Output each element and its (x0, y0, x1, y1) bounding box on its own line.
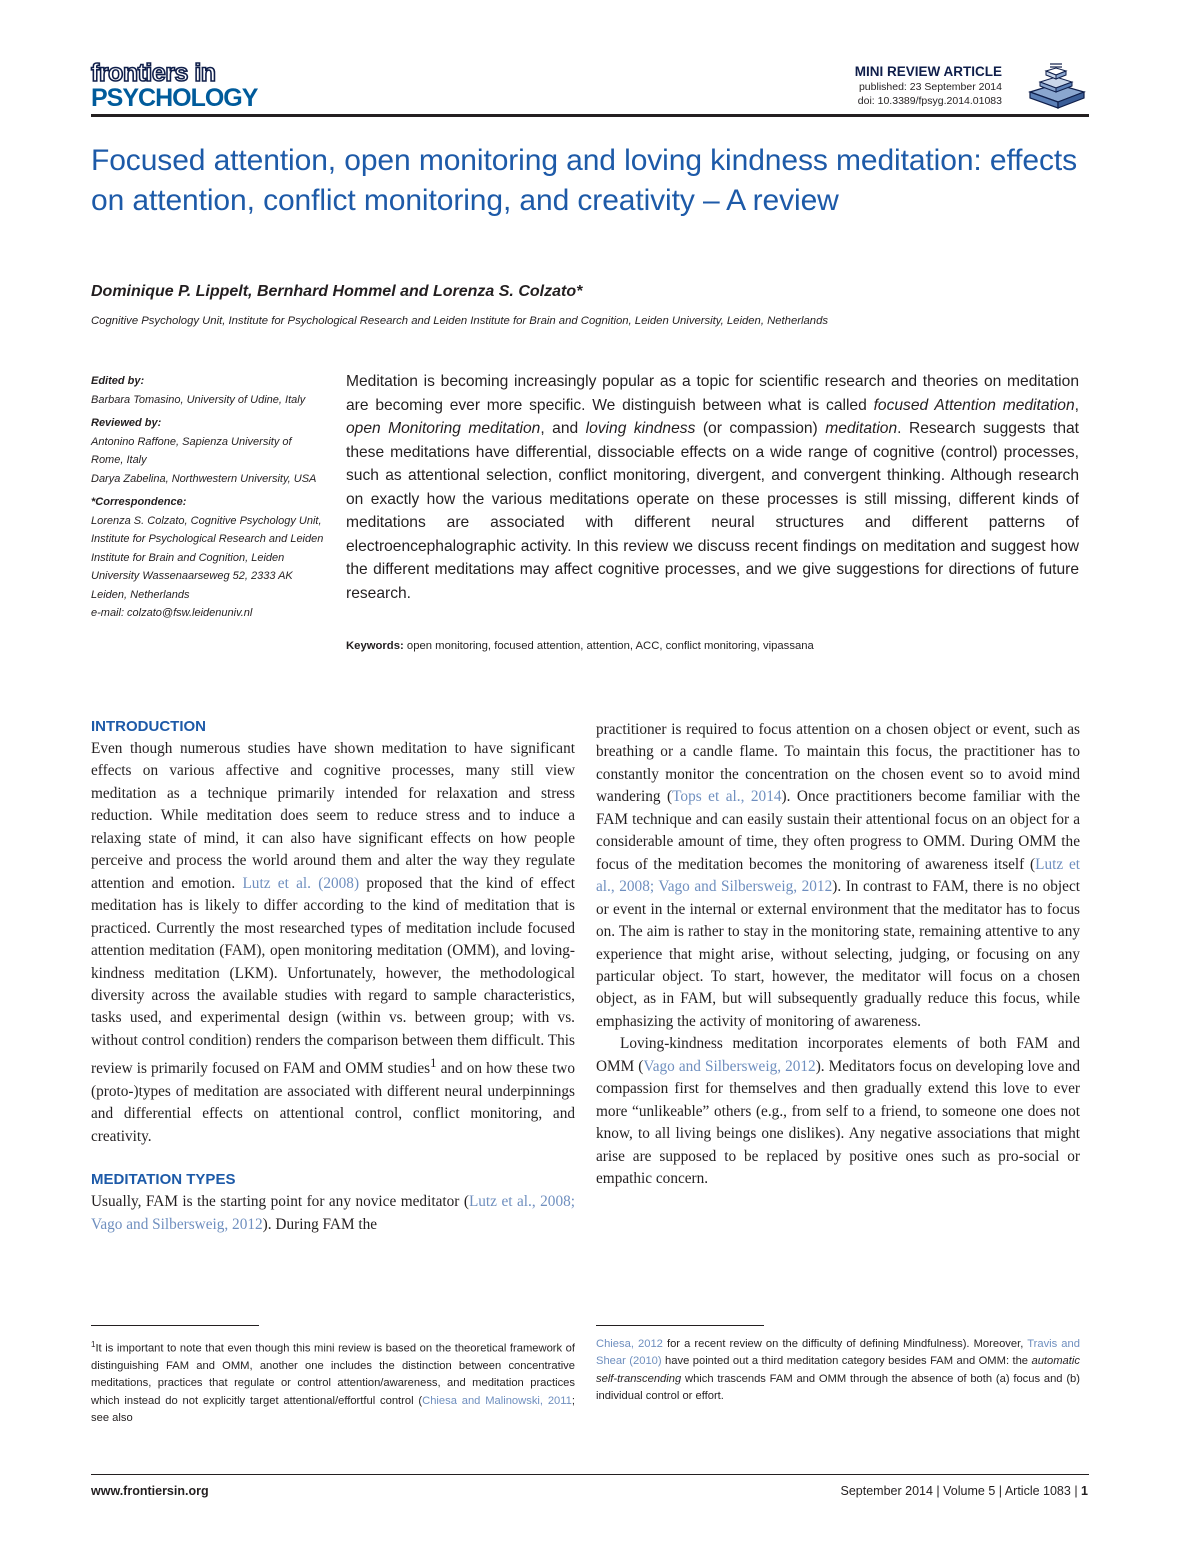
editor: Barbara Tomasino, University of Udine, Italy (91, 393, 306, 406)
reviewed-by-label: Reviewed by: (91, 417, 162, 429)
citation-link[interactable]: Travis and Shear (2010) (596, 1338, 1080, 1368)
footer-rule (91, 1474, 1089, 1475)
citation-link[interactable]: Lutz et al., 2008; Vago and Silbersweig, 2012 (91, 1193, 575, 1233)
footer-separator: | (998, 1484, 1003, 1498)
affiliation: Cognitive Psychology Unit, Institute for Psychological Research and Leiden Institute for Brain and Cognition, Leiden University, Leiden, Netherlands (91, 315, 829, 327)
meditation-types-paragraph (91, 1191, 575, 1236)
paragraph-text: ). In contrast to FAM, there is no object or event in the internal or external environment that the meditator has to focus on. The aim is rather to stay in the monitoring state, remaining attentive to any experience that might arise, without selecting, judging, or focusing on any particular object. To start, however, the meditator will focus on a chosen object, as in FAM, but will subsequently gradually reduce this focus, while emphasizing the activity of monitoring of awareness. (596, 878, 1080, 1030)
abstract-text: . Research suggests that these meditations have differential, dissociable effects on a wide range of cognitive (control) processes, such as attentional selection, conflict monitoring, divergent, and convergent thinking. Although research on exactly how the various meditations operate on these processes is still missing, different kinds of meditations are associated with different neural structures and different patterns of electroencephalographic activity. In this review we discuss recent findings on meditation and suggest how the different meditations may affect cognitive processes, and we give suggestions for directions of future research. (346, 420, 1080, 602)
abstract-term-lkm: loving kindness (585, 420, 696, 437)
abstract-term-fam: focused Attention meditation (873, 396, 1075, 414)
correspondence-address: Lorenza S. Colzato, Cognitive Psychology Unit, Institute for Psychological Research and Leiden Institute for Brain and Cognition, Leiden University Wassenaarseweg 52, 2333 AK Leiden, Netherlands (91, 514, 324, 601)
paragraph-text: Usually, FAM is the starting point for any novice meditator ( (91, 1193, 469, 1211)
abstract-text: , and (540, 420, 586, 437)
reviewer-2: Darya Zabelina, Northwestern University, USA (91, 472, 317, 485)
footnote-text: have pointed out a third meditation category besides FAM and OMM: the (661, 1355, 1032, 1368)
footnote-rule-right (596, 1325, 764, 1326)
footer-separator: | (936, 1484, 940, 1498)
reviewed-by-block (91, 414, 326, 488)
footer-citation (841, 1484, 1089, 1498)
body-column-right (596, 719, 1080, 1191)
edited-by-block (91, 372, 326, 409)
paragraph-text: proposed that the kind of effect meditation has is likely to differ according to the kind of meditation that is practiced. Currently the most researched types of meditation include focused attention meditation (FAM), open monitoring meditation (OMM), and loving-kindness meditation (LKM). Unfortunately, however, the methodological diversity across the available studies with regard to sample characteristics, tasks used, and experimental design (within vs. between group; with vs. without control condition) renders the comparison between them difficult. This review is primarily focused on FAM and OMM studies (91, 874, 575, 1078)
citation-link[interactable]: Chiesa, 2012 (596, 1338, 663, 1350)
fam-omm-paragraph (596, 719, 1080, 1033)
abstract-text: Meditation is becoming increasingly popular as a topic for scientific research and theories on meditation are becoming ever more specific. We distinguish between what is called (346, 373, 1079, 414)
abstract (346, 370, 1079, 605)
logo-psychology: PSYCHOLOGY (91, 84, 258, 112)
correspondence-block (91, 493, 326, 623)
abstract-term-meditation: meditation (825, 420, 898, 437)
section-heading-meditation-types: MEDITATION TYPES (91, 1171, 236, 1189)
footnote-number: 1 (91, 1340, 96, 1349)
editorial-sidebar (91, 372, 326, 628)
paragraph-text: practitioner is required to focus attention on a chosen object or event, such as breathing or a candle flame. To maintain this focus, the practitioner has to constantly monitor the concentration on the chosen event so to avoid mind wandering ( (596, 721, 1080, 806)
keywords-list: open monitoring, focused attention, attention, ACC, conflict monitoring, vipassana (406, 640, 814, 652)
correspondence-email[interactable]: e-mail: colzato@fsw.leidenuniv.nl (91, 607, 253, 619)
footer-article-number: Article 1083 (1004, 1484, 1071, 1498)
article-type: MINI REVIEW ARTICLE (854, 64, 1002, 79)
footnote-text: which trascends FAM and OMM through the absence of both (a) focus and (b) individual control or effort. (596, 1372, 1080, 1402)
footer-volume: Volume 5 (943, 1484, 996, 1498)
section-heading-introduction: INTRODUCTION (91, 718, 206, 735)
introduction-paragraph (91, 738, 575, 1148)
footnote-1-continued (596, 1336, 1080, 1405)
authors: Dominique P. Lippelt, Bernhard Hommel and Lorenza S. Colzato* (91, 283, 583, 300)
paragraph-text: Loving-kindness meditation incorporates elements of both FAM and OMM ( (596, 1035, 1080, 1075)
abstract-text: (or compassion) (695, 420, 826, 437)
body-column-left (91, 716, 575, 1236)
citation-link[interactable]: Lutz et al., 2008; Vago and Silbersweig, 2012 (596, 855, 1080, 896)
footnote-text: for a recent review on the difficulty of defining Mindfulness). Moreover, (662, 1338, 1028, 1350)
footnote-term: automatic self-transcending (596, 1355, 1080, 1385)
abstract-term-omm: open Monitoring meditation (346, 420, 541, 437)
article-meta (855, 63, 1002, 108)
paragraph-text: ). Once practitioners become familiar with the FAM technique and can easily sustain their attentional focus on an object for a considerable amount of time, they often progress to OMM. During OMM the focus of the meditation becomes the monitoring of awareness itself ( (596, 788, 1080, 873)
abstract-text: , (1074, 396, 1079, 414)
footer-website[interactable]: www.frontiersin.org (91, 1484, 209, 1498)
published-date: published: 23 September 2014 (858, 81, 1002, 93)
header-rule (91, 114, 1089, 117)
footer-separator: | (1074, 1484, 1078, 1498)
logo-frontiers-in: frontiers in (91, 59, 216, 87)
citation-link[interactable]: Vago and Silbersweig, 2012 (643, 1057, 816, 1075)
doi: doi: 10.3389/fpsyg.2014.01083 (857, 95, 1002, 107)
footer-date: September 2014 (840, 1484, 933, 1498)
mini-review-icon (1026, 58, 1088, 110)
citation-link[interactable]: Lutz et al. (2008) (242, 874, 360, 892)
reviewer-1: Antonino Raffone, Sapienza University of Rome, Italy (91, 435, 292, 466)
citation-link[interactable]: Tops et al., 2014 (672, 788, 782, 806)
keywords (346, 640, 814, 652)
footnote-marker[interactable]: 1 (430, 1056, 437, 1071)
footnote-rule-left (91, 1325, 259, 1326)
page-number: 1 (1081, 1484, 1088, 1498)
footnote-1 (91, 1336, 575, 1427)
article-title: Focused attention, open monitoring and loving kindness meditation: effects on attention, conflict monitoring, and creativity – A review (91, 144, 1077, 217)
paragraph-text: and on how these two (proto-)types of meditation are associated with different neural underpinnings and differential effects on attentional control, conflict monitoring, and creativity. (91, 1060, 575, 1145)
journal-logo (91, 60, 281, 112)
footnote-text: It is important to note that even though this mini review is based on the theoretical framework of distinguishing FAM and OMM, another one includes the distinction between concentrative meditations, practices that regulate or control attention/awareness, and meditation practices which instead do not explicitly target attentional/effortful control ( (91, 1342, 575, 1407)
correspondence-label: *Correspondence: (91, 496, 187, 508)
edited-by-label: Edited by: (91, 375, 145, 387)
lkm-paragraph (596, 1033, 1080, 1190)
footnote-text: ; see also (91, 1394, 575, 1424)
keywords-label: Keywords: (346, 640, 404, 652)
paragraph-text: Even though numerous studies have shown meditation to have significant effects on various affective and cognitive processes, many still view meditation as a technique primarily intended for relaxation and stress reduction. While meditation does seem to reduce stress and to induce a relaxing state of mind, it can also have significant effects on how people perceive and process the world around them and alter the way they regulate attention and emotion. (91, 740, 575, 892)
citation-link[interactable]: Chiesa and Malinowski, 2011 (422, 1394, 572, 1407)
paragraph-text: ). During FAM the (262, 1215, 378, 1233)
paragraph-text: ). Meditators focus on developing love and compassion first for themselves and then gradually extend this love to ever more “unlikeable” others (e.g., from self to a friend, to someone one does not know, to all living beings one dislikes). Any negative associations that might arise are supposed to be replaced by positive ones such as pro-social or empathic concern. (596, 1057, 1080, 1188)
